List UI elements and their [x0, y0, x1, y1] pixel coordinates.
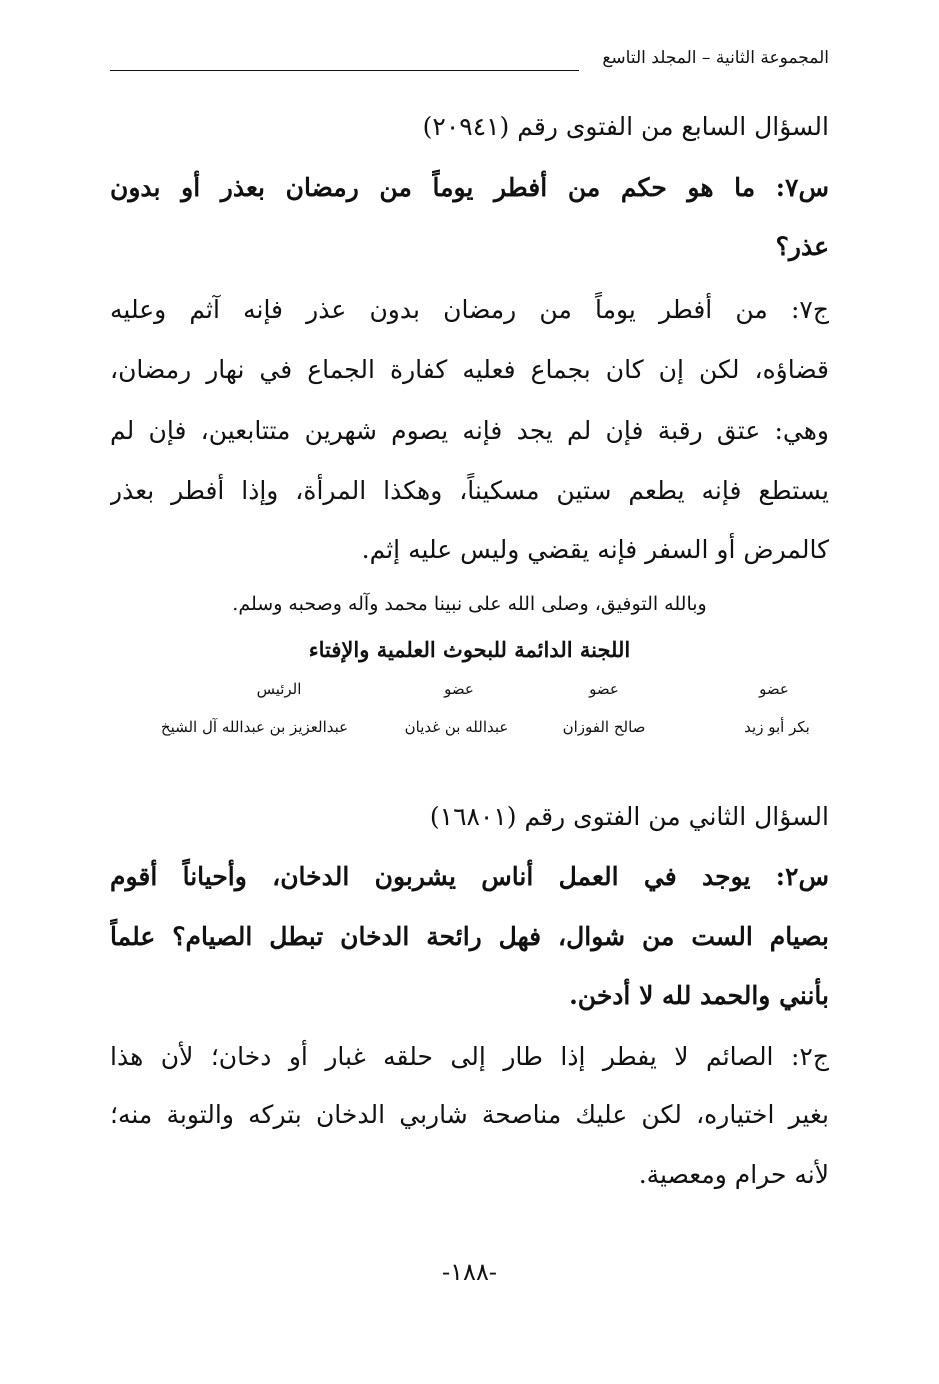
signatory-role: عضو	[759, 680, 789, 698]
fatwa-heading-2: السؤال الثاني من الفتوى رقم (١٦٨٠١)	[429, 802, 829, 831]
signatory-name: صالح الفوزان	[562, 718, 646, 736]
answer-line: يستطع فإنه يطعم ستين مسكيناً، وهكذا المرأة، وإذا أفطر بعذر	[110, 476, 829, 505]
running-header	[110, 46, 829, 80]
signatory-role: عضو	[589, 680, 619, 698]
signatory-name: عبدالله بن غديان	[404, 718, 509, 736]
signatory-role: عضو	[444, 680, 474, 698]
answer-line: لأنه حرام ومعصية.	[638, 1160, 829, 1189]
signatory-name: عبدالعزيز بن عبدالله آل الشيخ	[160, 718, 349, 736]
fatwa-heading-1: السؤال السابع من الفتوى رقم (٢٠٩٤١)	[422, 112, 829, 141]
question-line: س٢: يوجد في العمل أناس يشربون الدخان، وأحياناً أقوم	[110, 862, 829, 891]
question-line: عذر؟	[775, 232, 829, 261]
page-number: -١٨٨-	[442, 1258, 497, 1286]
answer-line: كالمرض أو السفر فإنه يقضي وليس عليه إثم.	[361, 535, 829, 564]
answer-line: ج٧: من أفطر يوماً من رمضان بدون عذر فإنه آثم وعليه	[110, 295, 829, 324]
question-line: س٧: ما هو حكم من أفطر يوماً من رمضان بعذر أو بدون	[110, 173, 829, 202]
signatory-name: بكر أبو زيد	[744, 718, 810, 736]
answer-line: وهي: عتق رقبة فإن لم يجد فإنه يصوم شهرين متتابعين، فإن لم	[110, 416, 829, 445]
answer-line: بغير اختياره، لكن عليك مناصحة شاربي الدخان بتركه والتوبة منه؛	[110, 1100, 829, 1129]
signatory-role: الرئيس	[256, 680, 302, 698]
running-title: المجموعة الثانية – المجلد التاسع	[598, 48, 829, 68]
closing-blessing: وبالله التوفيق، وصلى الله على نبينا محمد وآله وصحبه وسلم.	[232, 593, 707, 615]
header-rule	[110, 70, 579, 71]
answer-line: ج٢: الصائم لا يفطر إذا طار إلى حلقه غبار أو دخان؛ لأن هذا	[110, 1042, 829, 1071]
question-line: بأنني والحمد لله لا أدخن.	[569, 981, 829, 1010]
question-line: بصيام الست من شوال، فهل رائحة الدخان تبطل الصيام؟ علماً	[110, 922, 829, 951]
answer-line: قضاؤه، لكن إن كان بجماع فعليه كفارة الجماع في نهار رمضان،	[110, 355, 829, 384]
committee-name: اللجنة الدائمة للبحوث العلمية والإفتاء	[308, 637, 631, 662]
